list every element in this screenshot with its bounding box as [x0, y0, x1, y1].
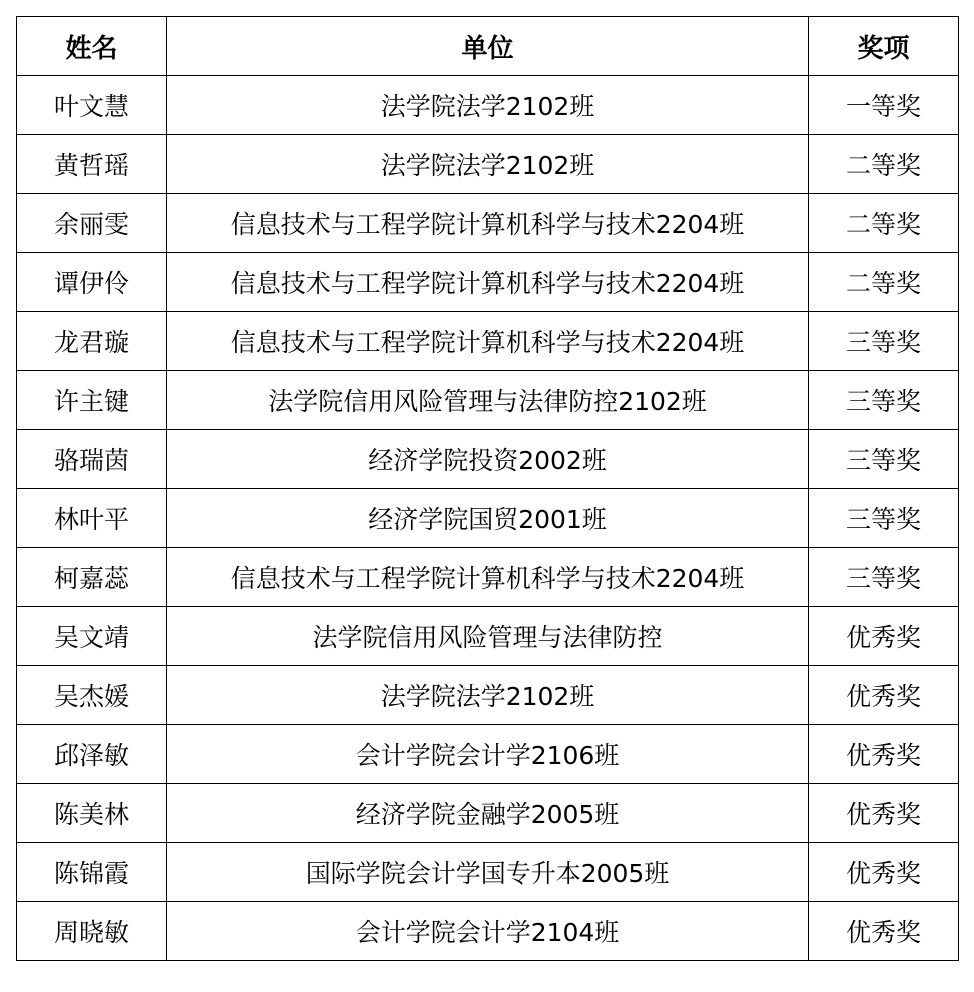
table-row: [17, 666, 959, 725]
cell-award: 二等奖: [809, 194, 959, 253]
cell-unit: 法学院信用风险管理与法律防控2102班: [167, 371, 809, 430]
cell-award: 二等奖: [809, 253, 959, 312]
cell-name: 周晓敏: [17, 902, 167, 961]
cell-unit: 会计学院会计学2106班: [167, 725, 809, 784]
table-row: [17, 843, 959, 902]
cell-unit: 经济学院国贸2001班: [167, 489, 809, 548]
header-unit: 单位: [167, 17, 809, 76]
cell-award: 三等奖: [809, 312, 959, 371]
awards-table: [16, 16, 959, 961]
cell-name: 柯嘉蕊: [17, 548, 167, 607]
cell-name: 龙君璇: [17, 312, 167, 371]
cell-award: 一等奖: [809, 76, 959, 135]
header-name: 姓名: [17, 17, 167, 76]
table-row: [17, 371, 959, 430]
cell-name: 余丽雯: [17, 194, 167, 253]
cell-award: 二等奖: [809, 135, 959, 194]
cell-name: 吴文靖: [17, 607, 167, 666]
table-row: [17, 548, 959, 607]
cell-award: 优秀奖: [809, 607, 959, 666]
cell-unit: 法学院法学2102班: [167, 76, 809, 135]
cell-unit: 会计学院会计学2104班: [167, 902, 809, 961]
cell-name: 陈美林: [17, 784, 167, 843]
table-row: [17, 607, 959, 666]
cell-unit: 经济学院金融学2005班: [167, 784, 809, 843]
cell-name: 叶文慧: [17, 76, 167, 135]
table-row: [17, 430, 959, 489]
table-row: [17, 902, 959, 961]
table-row: [17, 784, 959, 843]
table-row: [17, 135, 959, 194]
cell-name: 林叶平: [17, 489, 167, 548]
cell-award: 三等奖: [809, 430, 959, 489]
cell-unit: 法学院法学2102班: [167, 135, 809, 194]
cell-unit: 经济学院投资2002班: [167, 430, 809, 489]
table-header: [17, 17, 959, 76]
table-row: [17, 194, 959, 253]
cell-award: 优秀奖: [809, 784, 959, 843]
table-row: [17, 76, 959, 135]
cell-unit: 国际学院会计学国专升本2005班: [167, 843, 809, 902]
cell-unit: 信息技术与工程学院计算机科学与技术2204班: [167, 253, 809, 312]
table-row: [17, 489, 959, 548]
cell-award: 三等奖: [809, 489, 959, 548]
cell-award: 优秀奖: [809, 725, 959, 784]
header-row: [17, 17, 959, 76]
cell-name: 陈锦霞: [17, 843, 167, 902]
cell-unit: 信息技术与工程学院计算机科学与技术2204班: [167, 312, 809, 371]
cell-unit: 法学院信用风险管理与法律防控: [167, 607, 809, 666]
header-award: 奖项: [809, 17, 959, 76]
cell-award: 三等奖: [809, 548, 959, 607]
table-body: [17, 76, 959, 961]
cell-award: 优秀奖: [809, 666, 959, 725]
cell-award: 优秀奖: [809, 902, 959, 961]
cell-name: 吴杰媛: [17, 666, 167, 725]
cell-award: 三等奖: [809, 371, 959, 430]
cell-unit: 信息技术与工程学院计算机科学与技术2204班: [167, 548, 809, 607]
cell-name: 许主键: [17, 371, 167, 430]
table-row: [17, 253, 959, 312]
cell-name: 骆瑞茵: [17, 430, 167, 489]
cell-name: 黄哲瑶: [17, 135, 167, 194]
cell-unit: 法学院法学2102班: [167, 666, 809, 725]
cell-award: 优秀奖: [809, 843, 959, 902]
cell-name: 谭伊伶: [17, 253, 167, 312]
cell-unit: 信息技术与工程学院计算机科学与技术2204班: [167, 194, 809, 253]
table-row: [17, 725, 959, 784]
cell-name: 邱泽敏: [17, 725, 167, 784]
table-row: [17, 312, 959, 371]
